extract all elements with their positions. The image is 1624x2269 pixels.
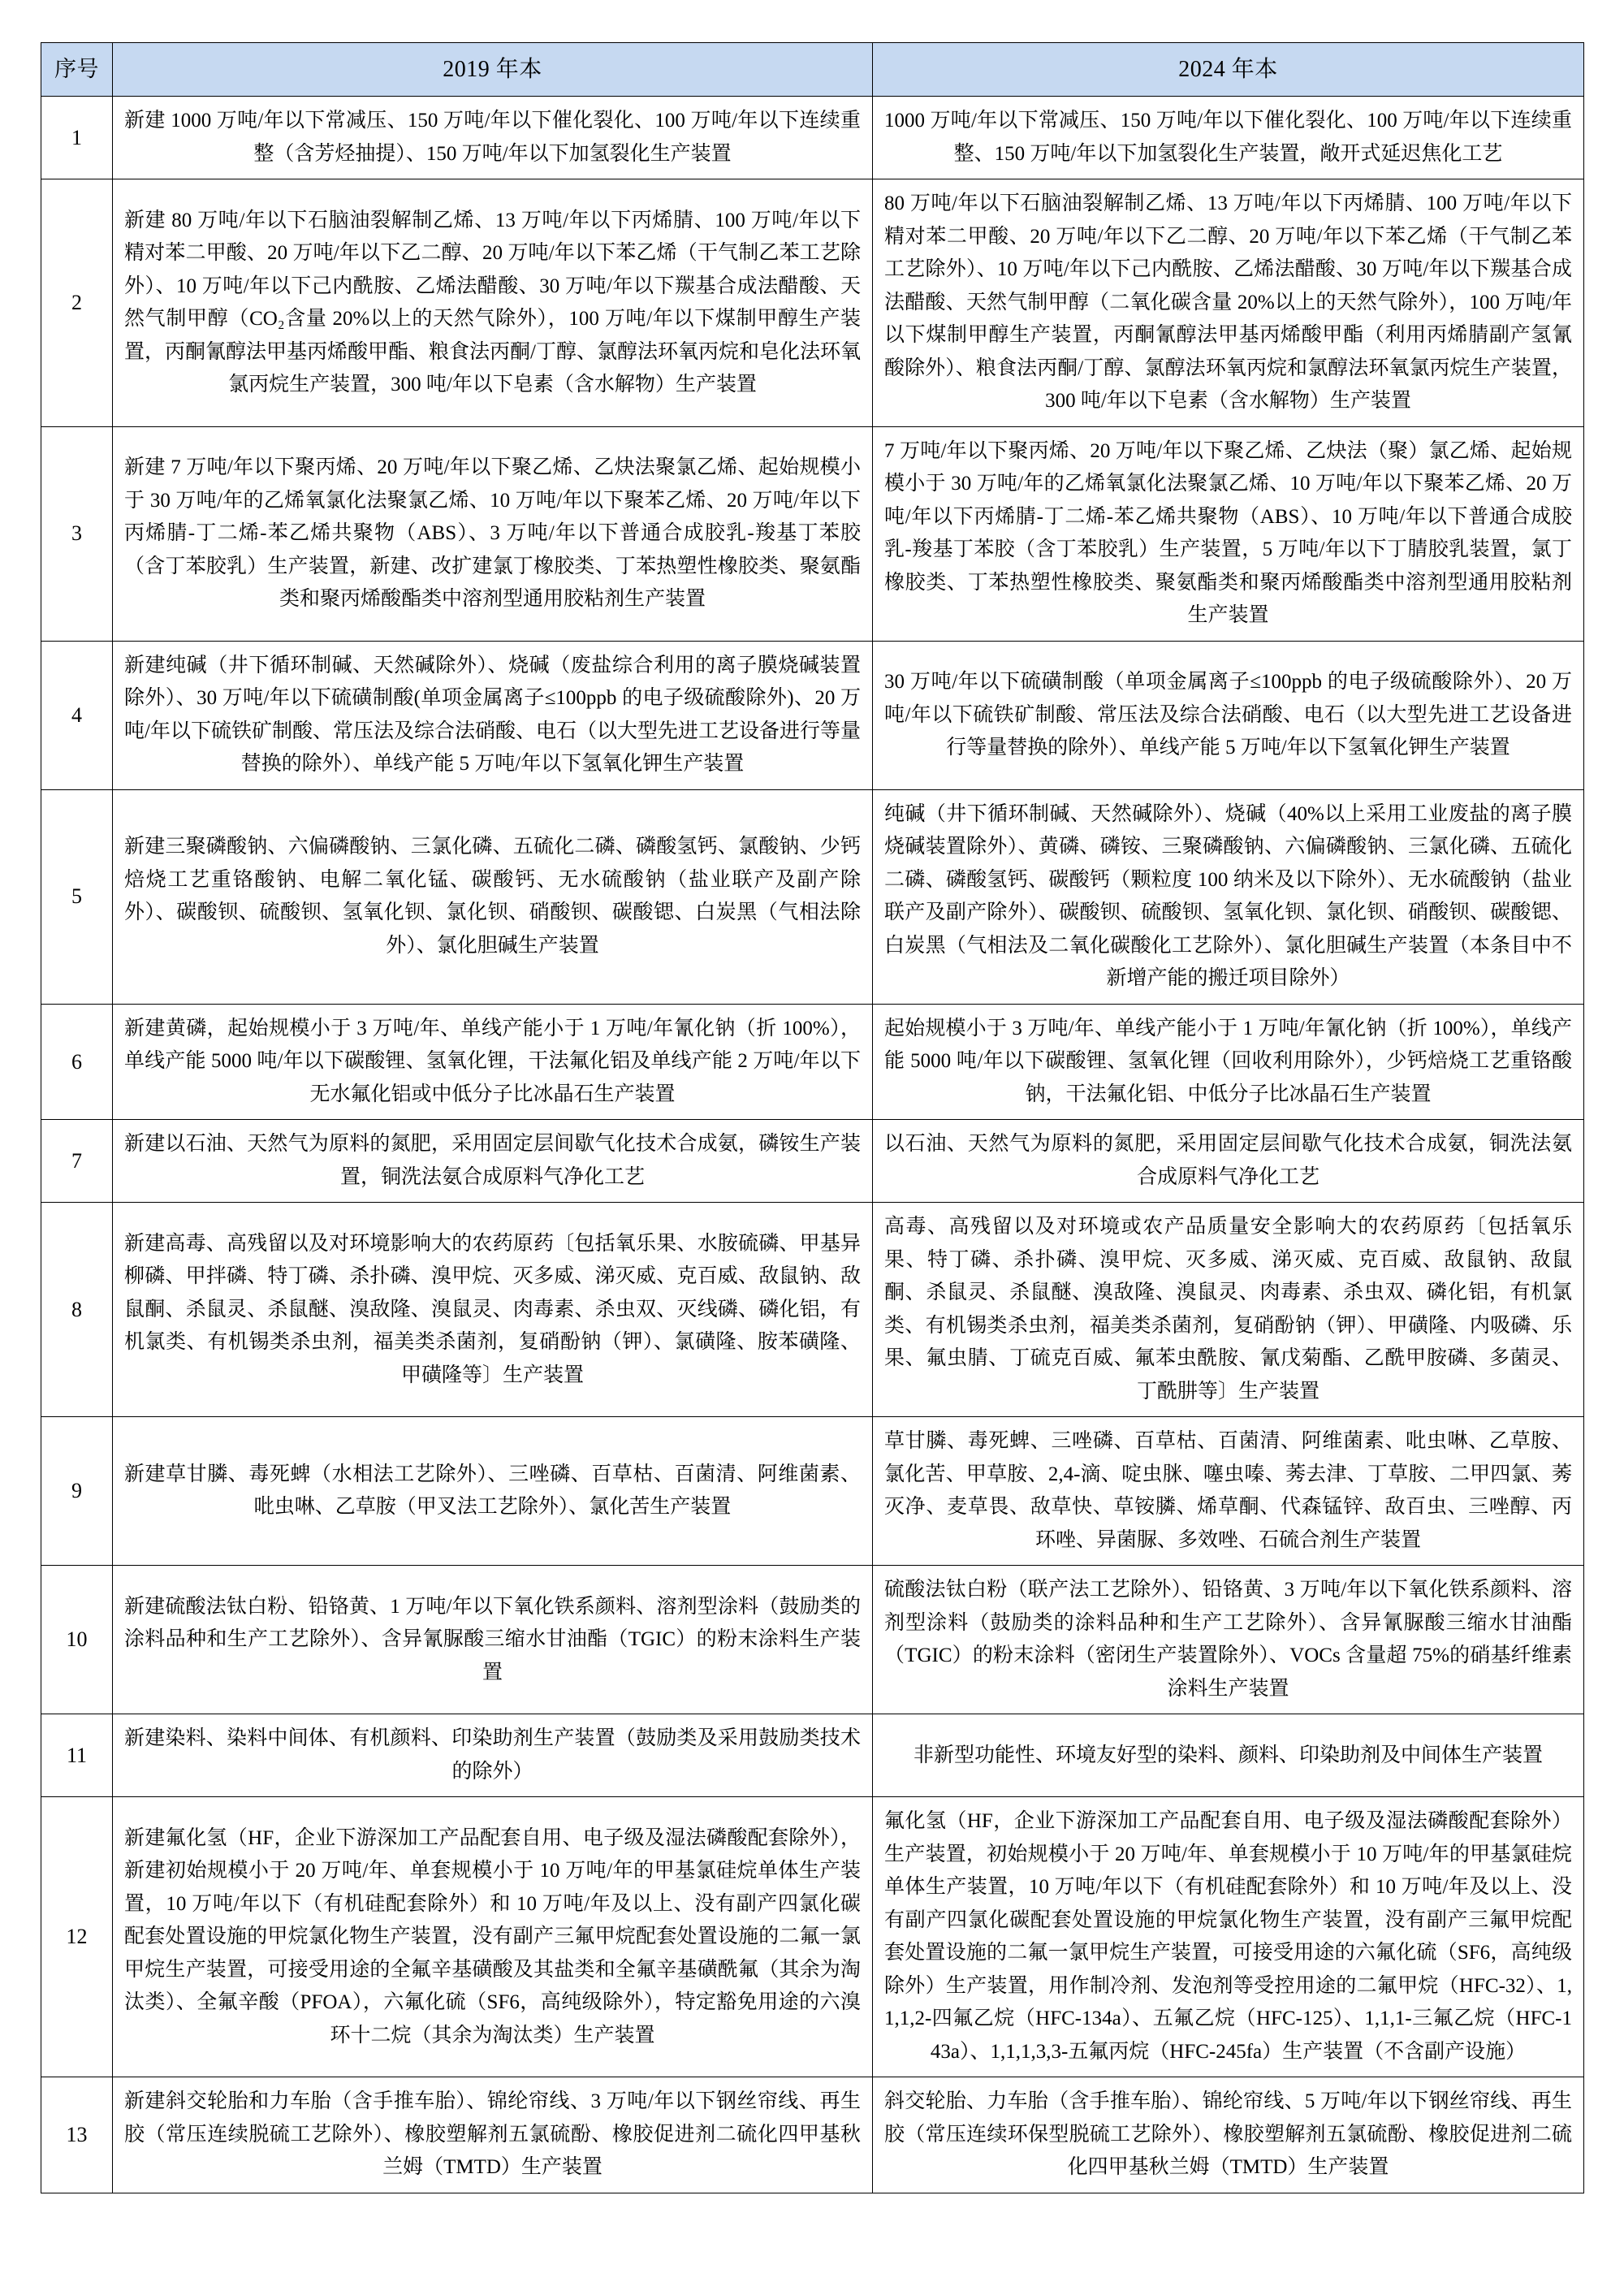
row-index-cell: 7 [41,1120,113,1203]
cell-2024: 高毒、高残留以及对环境或农产品质量安全影响大的农药原药〔包括氧乐果、特丁磷、杀扑磷、溴甲烷、灭多威、涕灭威、克百威、敌鼠钠、敌鼠酮、杀鼠灵、杀鼠醚、溴敌隆、溴鼠灵、肉毒素、杀虫双、磷化铝，有机氯类、有机锡类杀虫剂，福美类杀菌剂，复硝酚钠（钾）、甲磺隆、内吸磷、乐果、氟虫腈、丁硫克百威、氟苯虫酰胺、氰戊菊酯、乙酰甲胺磷、多菌灵、丁酰肼等〕生产装置 [873,1203,1584,1417]
cell-2024: 以石油、天然气为原料的氮肥，采用固定层间歇气化技术合成氨，铜洗法氨合成原料气净化工艺 [873,1120,1584,1203]
table-row [41,1566,1584,1714]
header-2019: 2019 年本 [113,43,873,97]
table-body [41,97,1584,2193]
cell-2024: 1000 万吨/年以下常减压、150 万吨/年以下催化裂化、100 万吨/年以下连续重整、150 万吨/年以下加氢裂化生产装置，敞开式延迟焦化工艺 [873,97,1584,179]
header-row [41,43,1584,97]
cell-2024: 硫酸法钛白粉（联产法工艺除外）、铅铬黄、3 万吨/年以下氧化铁系颜料、溶剂型涂料（鼓励类的涂料品种和生产工艺除外）、含异氰脲酸三缩水甘油酯（TGIC）的粉末涂料（密闭生产装置除外）、VOCs 含量超 75%的硝基纤维素涂料生产装置 [873,1566,1584,1714]
row-index-cell: 9 [41,1417,113,1566]
row-index-cell: 12 [41,1797,113,2077]
cell-2019: 新建以石油、天然气为原料的氮肥，采用固定层间歇气化技术合成氨，磷铵生产装置，铜洗法氨合成原料气净化工艺 [113,1120,873,1203]
cell-2024: 纯碱（井下循环制碱、天然碱除外）、烧碱（40%以上采用工业废盐的离子膜烧碱装置除外）、黄磷、磷铵、三聚磷酸钠、六偏磷酸钠、三氯化磷、五硫化二磷、磷酸氢钙、碳酸钙（颗粒度 100 纳米及以下除外）、无水硫酸钠（盐业联产及副产除外）、碳酸钡、硫酸钡、氢氧化钡、氯化钡、硝酸钡、碳酸锶、白炭黑（气相法及二氧化碳酸化工艺除外）、氯化胆碱生产装置（本条目中不新增产能的搬迁项目除外） [873,789,1584,1004]
table-row [41,1714,1584,1797]
cell-2024: 80 万吨/年以下石脑油裂解制乙烯、13 万吨/年以下丙烯腈、100 万吨/年以下精对苯二甲酸、20 万吨/年以下乙二醇、20 万吨/年以下苯乙烯（干气制乙苯工艺除外）、10 万吨/年以下己内酰胺、乙烯法醋酸、30 万吨/年以下羰基合成法醋酸、天然气制甲醇（二氧化碳含量 20%以上的天然气除外），100 万吨/年以下煤制甲醇生产装置，丙酮氰醇法甲基丙烯酸甲酯（利用丙烯腈副产氢氰酸除外）、粮食法丙酮/丁醇、氯醇法环氧丙烷和氯醇法环氧氯丙烷生产装置，300 吨/年以下皂素（含水解物）生产装置 [873,179,1584,427]
table-row [41,1203,1584,1417]
cell-2024: 30 万吨/年以下硫磺制酸（单项金属离子≤100ppb 的电子级硫酸除外）、20 万吨/年以下硫铁矿制酸、常压法及综合法硝酸、电石（以大型先进工艺设备进行等量替换的除外）、单线产能 5 万吨/年以下氢氧化钾生产装置 [873,641,1584,789]
cell-2019: 新建硫酸法钛白粉、铅铬黄、1 万吨/年以下氧化铁系颜料、溶剂型涂料（鼓励类的涂料品种和生产工艺除外）、含异氰脲酸三缩水甘油酯（TGIC）的粉末涂料生产装置 [113,1566,873,1714]
row-index-cell: 5 [41,789,113,1004]
cell-2019: 新建三聚磷酸钠、六偏磷酸钠、三氯化磷、五硫化二磷、磷酸氢钙、氯酸钠、少钙焙烧工艺重铬酸钠、电解二氧化锰、碳酸钙、无水硫酸钠（盐业联产及副产除外）、碳酸钡、硫酸钡、氢氧化钡、氯化钡、硝酸钡、碳酸锶、白炭黑（气相法除外）、氯化胆碱生产装置 [113,789,873,1004]
row-index-cell: 11 [41,1714,113,1797]
comparison-table [41,42,1584,2193]
cell-2019: 新建 7 万吨/年以下聚丙烯、20 万吨/年以下聚乙烯、乙炔法聚氯乙烯、起始规模小于 30 万吨/年的乙烯氧氯化法聚氯乙烯、10 万吨/年以下聚苯乙烯、20 万吨/年以下丙烯腈-丁二烯-苯乙烯共聚物（ABS）、3 万吨/年以下普通合成胶乳-羧基丁苯胶（含丁苯胶乳）生产装置，新建、改扩建氯丁橡胶类、丁苯热塑性橡胶类、聚氨酯类和聚丙烯酸酯类中溶剂型通用胶粘剂生产装置 [113,426,873,641]
cell-2024: 非新型功能性、环境友好型的染料、颜料、印染助剂及中间体生产装置 [873,1714,1584,1797]
table-row [41,1120,1584,1203]
table-row [41,97,1584,179]
row-index-cell: 1 [41,97,113,179]
cell-2019: 新建黄磷，起始规模小于 3 万吨/年、单线产能小于 1 万吨/年氰化钠（折 100%），单线产能 5000 吨/年以下碳酸锂、氢氧化锂，干法氟化铝及单线产能 2 万吨/年以下无水氟化铝或中低分子比冰晶石生产装置 [113,1004,873,1120]
row-index-cell: 13 [41,2077,113,2193]
cell-2024: 草甘膦、毒死蜱、三唑磷、百草枯、百菌清、阿维菌素、吡虫啉、乙草胺、氯化苦、甲草胺、2,4-滴、啶虫脒、噻虫嗪、莠去津、丁草胺、二甲四氯、莠灭净、麦草畏、敌草快、草铵膦、烯草酮、代森锰锌、敌百虫、三唑醇、丙环唑、异菌脲、多效唑、石硫合剂生产装置 [873,1417,1584,1566]
table-row [41,1417,1584,1566]
table-row [41,426,1584,641]
table-row [41,2077,1584,2193]
cell-2024: 斜交轮胎、力车胎（含手推车胎）、锦纶帘线、5 万吨/年以下钢丝帘线、再生胶（常压连续环保型脱硫工艺除外）、橡胶塑解剂五氯硫酚、橡胶促进剂二硫化四甲基秋兰姆（TMTD）生产装置 [873,2077,1584,2193]
table-row [41,1004,1584,1120]
cell-2024: 7 万吨/年以下聚丙烯、20 万吨/年以下聚乙烯、乙炔法（聚）氯乙烯、起始规模小于 30 万吨/年的乙烯氧氯化法聚氯乙烯、10 万吨/年以下聚苯乙烯、20 万吨/年以下丙烯腈-丁二烯-苯乙烯共聚物（ABS）、10 万吨/年以下普通合成胶乳-羧基丁苯胶（含丁苯胶乳）生产装置，5 万吨/年以下丁腈胶乳装置，氯丁橡胶类、丁苯热塑性橡胶类、聚氨酯类和聚丙烯酸酯类中溶剂型通用胶粘剂生产装置 [873,426,1584,641]
cell-2019: 新建斜交轮胎和力车胎（含手推车胎）、锦纶帘线、3 万吨/年以下钢丝帘线、再生胶（常压连续脱硫工艺除外）、橡胶塑解剂五氯硫酚、橡胶促进剂二硫化四甲基秋兰姆（TMTD）生产装置 [113,2077,873,2193]
table-row [41,641,1584,789]
table-row [41,179,1584,427]
row-index-cell: 2 [41,179,113,427]
table-row [41,1797,1584,2077]
row-index-cell: 8 [41,1203,113,1417]
cell-2019: 新建 80 万吨/年以下石脑油裂解制乙烯、13 万吨/年以下丙烯腈、100 万吨/年以下精对苯二甲酸、20 万吨/年以下乙二醇、20 万吨/年以下苯乙烯（干气制乙苯工艺除外）、10 万吨/年以下己内酰胺、乙烯法醋酸、30 万吨/年以下羰基合成法醋酸、天然气制甲醇（CO₂含量 20%以上的天然气除外），100 万吨/年以下煤制甲醇生产装置，丙酮氰醇法甲基丙烯酸甲酯、粮食法丙酮/丁醇、氯醇法环氧丙烷和皂化法环氧氯丙烷生产装置，300 吨/年以下皂素（含水解物）生产装置 [113,179,873,427]
cell-2019: 新建氟化氢（HF，企业下游深加工产品配套自用、电子级及湿法磷酸配套除外），新建初始规模小于 20 万吨/年、单套规模小于 10 万吨/年的甲基氯硅烷单体生产装置，10 万吨/年以下（有机硅配套除外）和 10 万吨/年及以上、没有副产四氯化碳配套处置设施的甲烷氯化物生产装置，没有副产三氟甲烷配套处置设施的二氟一氯甲烷生产装置，可接受用途的全氟辛基磺酸及其盐类和全氟辛基磺酰氟（其余为淘汰类）、全氟辛酸（PFOA），六氟化硫（SF6，高纯级除外），特定豁免用途的六溴环十二烷（其余为淘汰类）生产装置 [113,1797,873,2077]
cell-2019: 新建纯碱（井下循环制碱、天然碱除外）、烧碱（废盐综合利用的离子膜烧碱装置除外）、30 万吨/年以下硫磺制酸(单项金属离子≤100ppb 的电子级硫酸除外)、20 万吨/年以下硫铁矿制酸、常压法及综合法硝酸、电石（以大型先进工艺设备进行等量替换的除外）、单线产能 5 万吨/年以下氢氧化钾生产装置 [113,641,873,789]
header-index: 序号 [41,43,113,97]
cell-2019: 新建 1000 万吨/年以下常减压、150 万吨/年以下催化裂化、100 万吨/年以下连续重整（含芳烃抽提）、150 万吨/年以下加氢裂化生产装置 [113,97,873,179]
cell-2024: 氟化氢（HF，企业下游深加工产品配套自用、电子级及湿法磷酸配套除外）生产装置，初始规模小于 20 万吨/年、单套规模小于 10 万吨/年的甲基氯硅烷单体生产装置，10 万吨/年以下（有机硅配套除外）和 10 万吨/年及以上、没有副产四氯化碳配套处置设施的甲烷氯化物生产装置，没有副产三氟甲烷配套处置设施的二氟一氯甲烷生产装置，可接受用途的六氟化硫（SF6，高纯级除外）生产装置，用作制冷剂、发泡剂等受控用途的二氟甲烷（HFC-32）、1,1,1,2-四氟乙烷（HFC-134a）、五氟乙烷（HFC-125）、1,1,1-三氟乙烷（HFC-143a）、1,1,1,3,3-五氟丙烷（HFC-245fa）生产装置（不含副产设施） [873,1797,1584,2077]
cell-2019: 新建草甘膦、毒死蜱（水相法工艺除外）、三唑磷、百草枯、百菌清、阿维菌素、吡虫啉、乙草胺（甲叉法工艺除外）、氯化苦生产装置 [113,1417,873,1566]
cell-2019: 新建染料、染料中间体、有机颜料、印染助剂生产装置（鼓励类及采用鼓励类技术的除外） [113,1714,873,1797]
row-index-cell: 6 [41,1004,113,1120]
cell-2019: 新建高毒、高残留以及对环境影响大的农药原药〔包括氧乐果、水胺硫磷、甲基异柳磷、甲拌磷、特丁磷、杀扑磷、溴甲烷、灭多威、涕灭威、克百威、敌鼠钠、敌鼠酮、杀鼠灵、杀鼠醚、溴敌隆、溴鼠灵、肉毒素、杀虫双、灭线磷、磷化铝，有机氯类、有机锡类杀虫剂，福美类杀菌剂，复硝酚钠（钾）、氯磺隆、胺苯磺隆、甲磺隆等〕生产装置 [113,1203,873,1417]
row-index-cell: 3 [41,426,113,641]
table-header [41,43,1584,97]
row-index-cell: 10 [41,1566,113,1714]
header-2024: 2024 年本 [873,43,1584,97]
cell-2024: 起始规模小于 3 万吨/年、单线产能小于 1 万吨/年氰化钠（折 100%），单线产能 5000 吨/年以下碳酸锂、氢氧化锂（回收利用除外），少钙焙烧工艺重铬酸钠，干法氟化铝、中低分子比冰晶石生产装置 [873,1004,1584,1120]
row-index-cell: 4 [41,641,113,789]
table-row [41,789,1584,1004]
